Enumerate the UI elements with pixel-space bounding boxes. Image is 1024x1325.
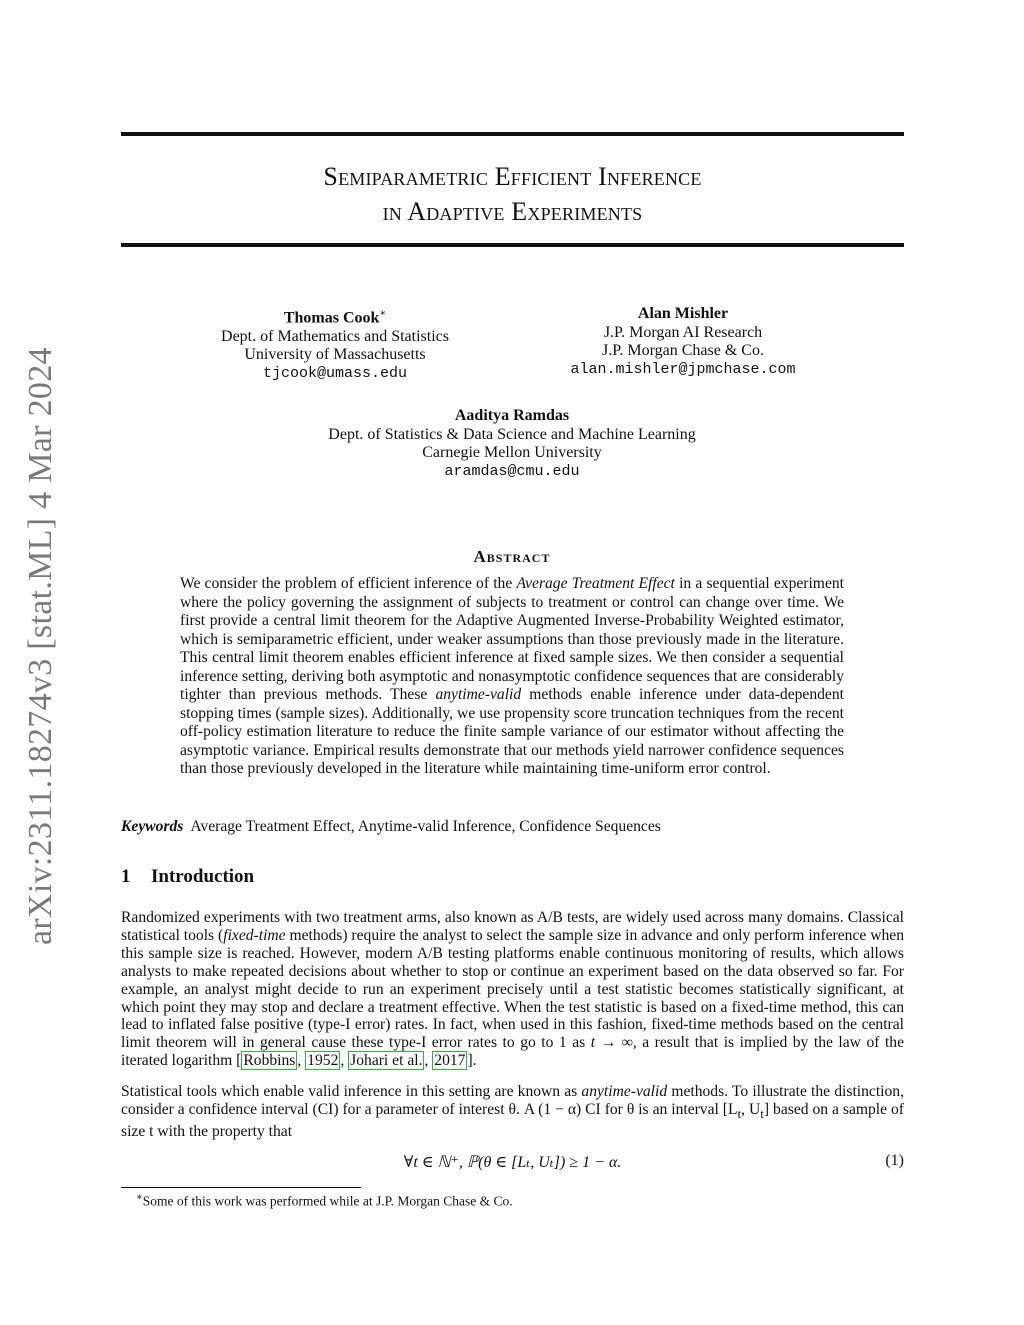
paragraph-text: Randomized experiments with two treatment arms, also known as A/B tests, are widely used across many domains. Classical statistical tools ( <box>121 909 904 944</box>
author-email[interactable]: alan.mishler@jpmchase.com <box>570 360 796 378</box>
title-line2-text: in Adaptive Experiments <box>382 197 643 226</box>
author-email[interactable]: tjcook@umass.edu <box>262 364 408 382</box>
inline-math: t → ∞ <box>590 1034 633 1052</box>
citation-link[interactable]: 2017 <box>434 1052 466 1070</box>
abstract-emphasis: anytime-valid <box>435 686 522 703</box>
abstract-text: methods enable inference under data-dependent stopping times (sample sizes). Additionally, we use propensity score truncation techniques from the recent off-policy estimation literature to reduce the finite sample variance of our estimator without affecting the asymptotic variance. Empirical results demonstrate that our methods yield narrower confidence sequences than those previously developed in the literature while maintaining time-uniform error control. <box>180 686 844 777</box>
citation-link[interactable]: 1952 <box>307 1052 339 1070</box>
math-subscript: t <box>737 1106 742 1122</box>
author-affiliation: J.P. Morgan AI Research <box>603 323 763 341</box>
author-block-mishler <box>533 305 833 379</box>
abstract-heading <box>180 547 844 567</box>
author-name: Aaditya Ramdas <box>454 407 570 424</box>
keywords-line <box>121 818 661 836</box>
author-institution: Carnegie Mellon University <box>422 444 602 461</box>
author-institution: University of Massachusetts <box>244 346 426 364</box>
title-top-rule <box>121 132 904 136</box>
abstract-emphasis: Average Treatment Effect <box>516 575 675 592</box>
abstract-heading-text: Abstract <box>473 547 551 566</box>
author-institution: J.P. Morgan Chase & Co. <box>602 342 764 359</box>
author-name: Alan Mishler <box>637 305 729 322</box>
math-subscript: t <box>760 1106 764 1122</box>
title-bottom-rule <box>121 243 904 247</box>
author-email[interactable]: aramdas@cmu.edu <box>444 462 580 480</box>
paper-title-line1 <box>121 160 904 194</box>
author-block-ramdas <box>262 407 762 481</box>
author-affiliation: Dept. of Statistics & Data Science and Machine Learning <box>328 425 696 443</box>
footnote-text: Some of this work was performed while at J.P. Morgan Chase & Co. <box>142 1193 513 1209</box>
author-name: Thomas Cook <box>283 309 380 327</box>
keywords-label: Keywords <box>121 818 184 835</box>
author-block-cook <box>185 305 485 383</box>
paper-title-line2 <box>121 195 904 229</box>
paragraph-text: , U <box>741 1100 761 1118</box>
intro-paragraph-1: Randomized experiments with two treatment arms, also known as A/B tests, are widely used across many domains. Classical statistical tools (fixed-time methods) require the analyst to select the sample size in advance and only perform inference when this sample size is reached. However, modern A/B testing platforms enable continuous monitoring of results, which allows analysts to make repeated decisions about whether to stop or continue an experiment based on the data observed so far. For example, an analyst might decide to run an experiment precisely until a test statistic becomes statistically significant, at which point they may stop and declare a treatment effective. When the test statistic is based on a fixed-time method, this can lead to inflated false positive (type-I error) rates. In fact, when used in this fashion, fixed-time methods based on the central limit theorem will in general cause these type-I error rates to go to 1 as t → ∞, a result that is implied by the law of the iterated logarithm [ Robbins , 1952 , Johari et al. , 2017 ]. <box>121 909 904 1070</box>
footnote-rule <box>121 1187 361 1188</box>
citation-link[interactable]: Johari et al. <box>350 1052 423 1070</box>
section-title: Introduction <box>151 866 255 887</box>
citation-link[interactable]: Robbins <box>243 1052 296 1070</box>
equation-body: ∀t ∈ ℕ⁺, ℙ(θ ∈ [Lₜ, Uₜ]) ≥ 1 − α. <box>403 1154 622 1171</box>
footnote-mark: ∗ <box>136 1192 143 1203</box>
section-number: 1 <box>121 866 131 887</box>
section-heading <box>121 866 254 888</box>
paragraph-text: methods. To illustrate the distinction, consider a confidence interval (CI) for a parameter of interest θ. A (1 − α) CI for θ is an interval [L <box>121 1083 904 1118</box>
paragraph-emphasis: fixed-time <box>223 926 286 944</box>
abstract-body <box>180 575 844 779</box>
paragraph-text: Statistical tools which enable valid inference in this setting are known as <box>121 1083 582 1100</box>
paragraph-text: ] based on a sample of size t with the property that <box>121 1100 904 1140</box>
title-line1-text: Semiparametric Efficient Inference <box>323 162 702 191</box>
paragraph-text: methods) require the analyst to select the sample size in advance and only perform inference when this sample size is reached. However, modern A/B testing platforms enable continuous monitoring of results, which allows analysts to make repeated decisions about whether to stop or continue an experiment based on the data observed so far. For example, an analyst might decide to run an experiment precisely until a test statistic becomes statistically significant, at which point they may stop and declare a treatment effective. When the test statistic is based on a fixed-time method, this can lead to inflated false positive (type-I error) rates. In fact, when used in this fashion, fixed-time methods based on the central limit theorem will in general cause these type-I error rates to go to 1 as <box>121 926 904 1052</box>
paragraph-emphasis: anytime-valid <box>581 1083 668 1100</box>
arxiv-stamp: arXiv:2311.18274v3 [stat.ML] 4 Mar 2024 <box>22 347 59 945</box>
keywords-text: Average Treatment Effect, Anytime-valid Inference, Confidence Sequences <box>190 818 661 835</box>
paragraph-text: ]. <box>467 1052 477 1070</box>
intro-paragraph-2 <box>121 1083 904 1141</box>
paragraph-text: , a result that is implied by the law of the iterated logarithm [ <box>121 1034 904 1070</box>
abstract-text: in a sequential experiment where the policy governing the assignment of subjects to treatment or control can change over time. We first provide a central limit theorem for the Adaptive Augmented Inverse-Probability Weighted estimator, which is semiparametric efficient, under weaker assumptions than those previously made in the literature. This central limit theorem enables efficient inference at fixed sample sizes. We then consider a sequential inference setting, deriving both asymptotic and nonasymptotic confidence sequences that are considerably tighter than previous methods. These <box>180 575 844 703</box>
footnote <box>136 1192 513 1210</box>
equation-number: (1) <box>885 1152 904 1169</box>
abstract-text: We consider the problem of efficient inference of the <box>180 575 517 592</box>
author-affiliation: Dept. of Mathematics and Statistics <box>221 327 449 345</box>
author-footnote-mark: ∗ <box>379 308 387 319</box>
